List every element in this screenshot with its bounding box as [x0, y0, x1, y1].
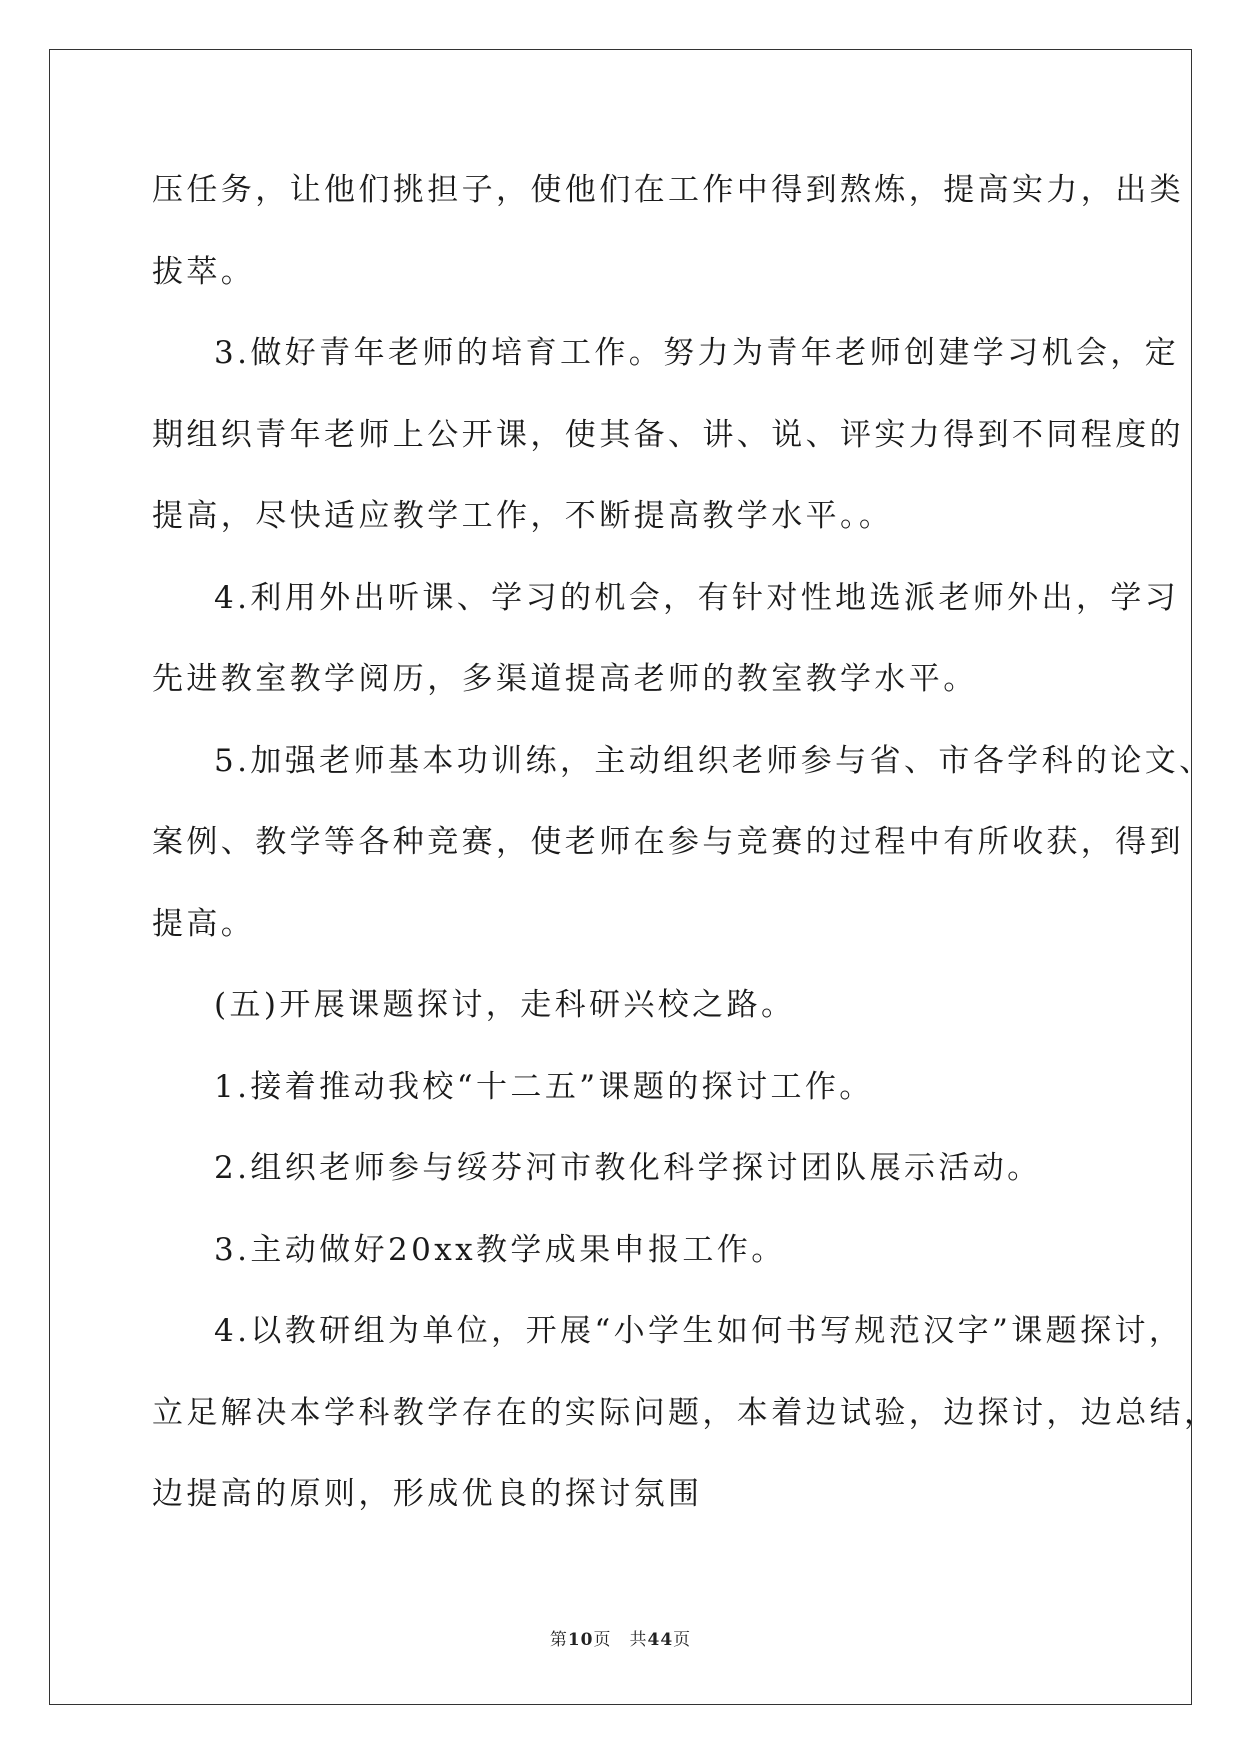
section-heading: (五)开展课题探讨，走科研兴校之路。 — [214, 987, 796, 1023]
text-line-12: 1.接着推动我校“十二五”课题的探讨工作。 — [214, 1068, 874, 1105]
text-line-13: 2.组织老师参与绥芬河市教化科学探讨团队展示活动。 — [214, 1150, 1042, 1186]
total-prefix: 共 — [629, 1630, 648, 1650]
text-line-4: 期组织青年老师上公开课，使其备、讲、说、评实力得到不同程度的 — [152, 416, 1184, 453]
document-body — [152, 150, 1219, 1536]
text-line-16: 立足解决本学科教学存在的实际问题，本着边试验，边探讨，边总结， — [152, 1394, 1219, 1431]
text-line-2: 拔萃。 — [152, 253, 256, 290]
total-pages: 44 — [647, 1630, 674, 1650]
text-line-3: 3.做好青年老师的培育工作。努力为青年老师创建学习机会，定 — [214, 335, 1180, 371]
text-line-7: 先进教室教学阅历，多渠道提高老师的教室教学水平。 — [152, 661, 978, 697]
text-line-15: 4.以教研组为单位，开展“小学生如何书写规范汉字”课题探讨， — [214, 1313, 1184, 1349]
text-line-5: 提高，尽快适应教学工作，不断提高教学水平。。 — [152, 498, 894, 534]
text-line-17: 边提高的原则，形成优良的探讨氛围 — [152, 1476, 703, 1512]
text-line-10: 提高。 — [152, 905, 256, 942]
page-number: 10 — [567, 1630, 594, 1650]
page-suffix: 页 — [593, 1630, 612, 1650]
text-line-8: 5.加强老师基本功训练，主动组织老师参与省、市各学科的论文、 — [214, 742, 1214, 779]
text-line-9: 案例、教学等各种竞赛，使老师在参与竞赛的过程中有所收获，得到 — [152, 824, 1184, 860]
total-suffix: 页 — [673, 1630, 692, 1650]
page-prefix: 第 — [549, 1630, 568, 1650]
text-line-6: 4.利用外出听课、学习的机会，有针对性地选派老师外出，学习 — [214, 579, 1180, 616]
page-footer — [0, 1628, 1241, 1652]
text-line-1: 压任务，让他们挑担子，使他们在工作中得到熬炼，提高实力，出类 — [152, 172, 1184, 208]
text-line-14: 3.主动做好20xx教学成果申报工作。 — [214, 1231, 786, 1268]
